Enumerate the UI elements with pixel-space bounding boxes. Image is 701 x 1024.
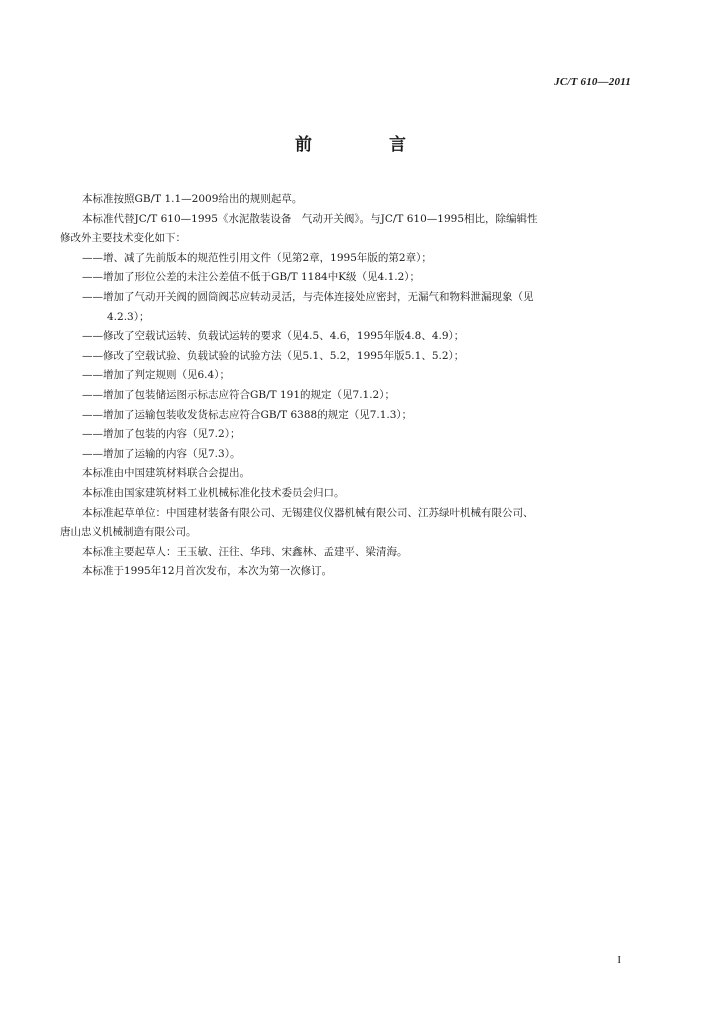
list-item: ——增加了运输包装收发货标志应符合GB/T 6388的规定（见7.1.3）； bbox=[82, 408, 413, 421]
standard-number: JC/T 610—2011 bbox=[554, 76, 631, 88]
list-item: ——增加了形位公差的未注公差值不低于GB/T 1184中K级（见4.1.2）； bbox=[82, 271, 421, 284]
paragraph: 本标准主要起草人：王玉敏、汪往、华玮、宋鑫林、孟建平、梁清海。 bbox=[82, 545, 408, 558]
list-item: ——增加了包装的内容（见7.2）； bbox=[82, 428, 241, 441]
paragraph: 本标准由中国建筑材料联合会提出。 bbox=[82, 467, 250, 480]
list-item-continuation: 4.2.3）； bbox=[107, 310, 150, 323]
paragraph-continuation: 唐山忠义机械制造有限公司。 bbox=[60, 526, 197, 539]
list-item: ——增、减了先前版本的规范性引用文件（见第2章，1995年版的第2章）； bbox=[82, 251, 432, 264]
list-item: ——修改了空载试验、负载试验的试验方法（见5.1、5.2，1995年版5.1、5.2）； bbox=[82, 349, 465, 362]
list-item: ——增加了包装储运图示标志应符合GB/T 191的规定（见7.1.2）； bbox=[82, 388, 395, 401]
list-item: ——增加了运输的内容（见7.3）。 bbox=[82, 447, 241, 460]
list-item: ——增加了气动开关阀的圆筒阀芯应转动灵活，与壳体连接处应密封，无漏气和物料泄漏现象（见 bbox=[82, 290, 534, 303]
paragraph: 本标准于1995年12月首次发布，本次为第一次修订。 bbox=[82, 565, 333, 578]
list-item: ——修改了空载试运转、负载试运转的要求（见4.5、4.6，1995年版4.8、4.9）； bbox=[82, 330, 465, 343]
document-body bbox=[60, 190, 640, 582]
paragraph: 本标准代替JC/T 610—1995《水泥散装设备 气动开关阀》。与JC/T 610—1995相比，除编辑性 bbox=[82, 212, 538, 225]
paragraph: 本标准由国家建筑材料工业机械标准化技术委员会归口。 bbox=[82, 486, 345, 499]
list-item: ——增加了判定规则（见6.4）； bbox=[82, 369, 230, 382]
paragraph: 本标准起草单位：中国建材装备有限公司、无锡建仪仪器机械有限公司、江苏绿叶机械有限公司、 bbox=[82, 506, 534, 519]
paragraph-continuation: 修改外主要技术变化如下： bbox=[60, 232, 186, 245]
page-title: 前 言 bbox=[295, 135, 436, 155]
paragraph: 本标准按照GB/T 1.1—2009给出的规则起草。 bbox=[82, 193, 303, 205]
page-number: I bbox=[617, 954, 621, 966]
